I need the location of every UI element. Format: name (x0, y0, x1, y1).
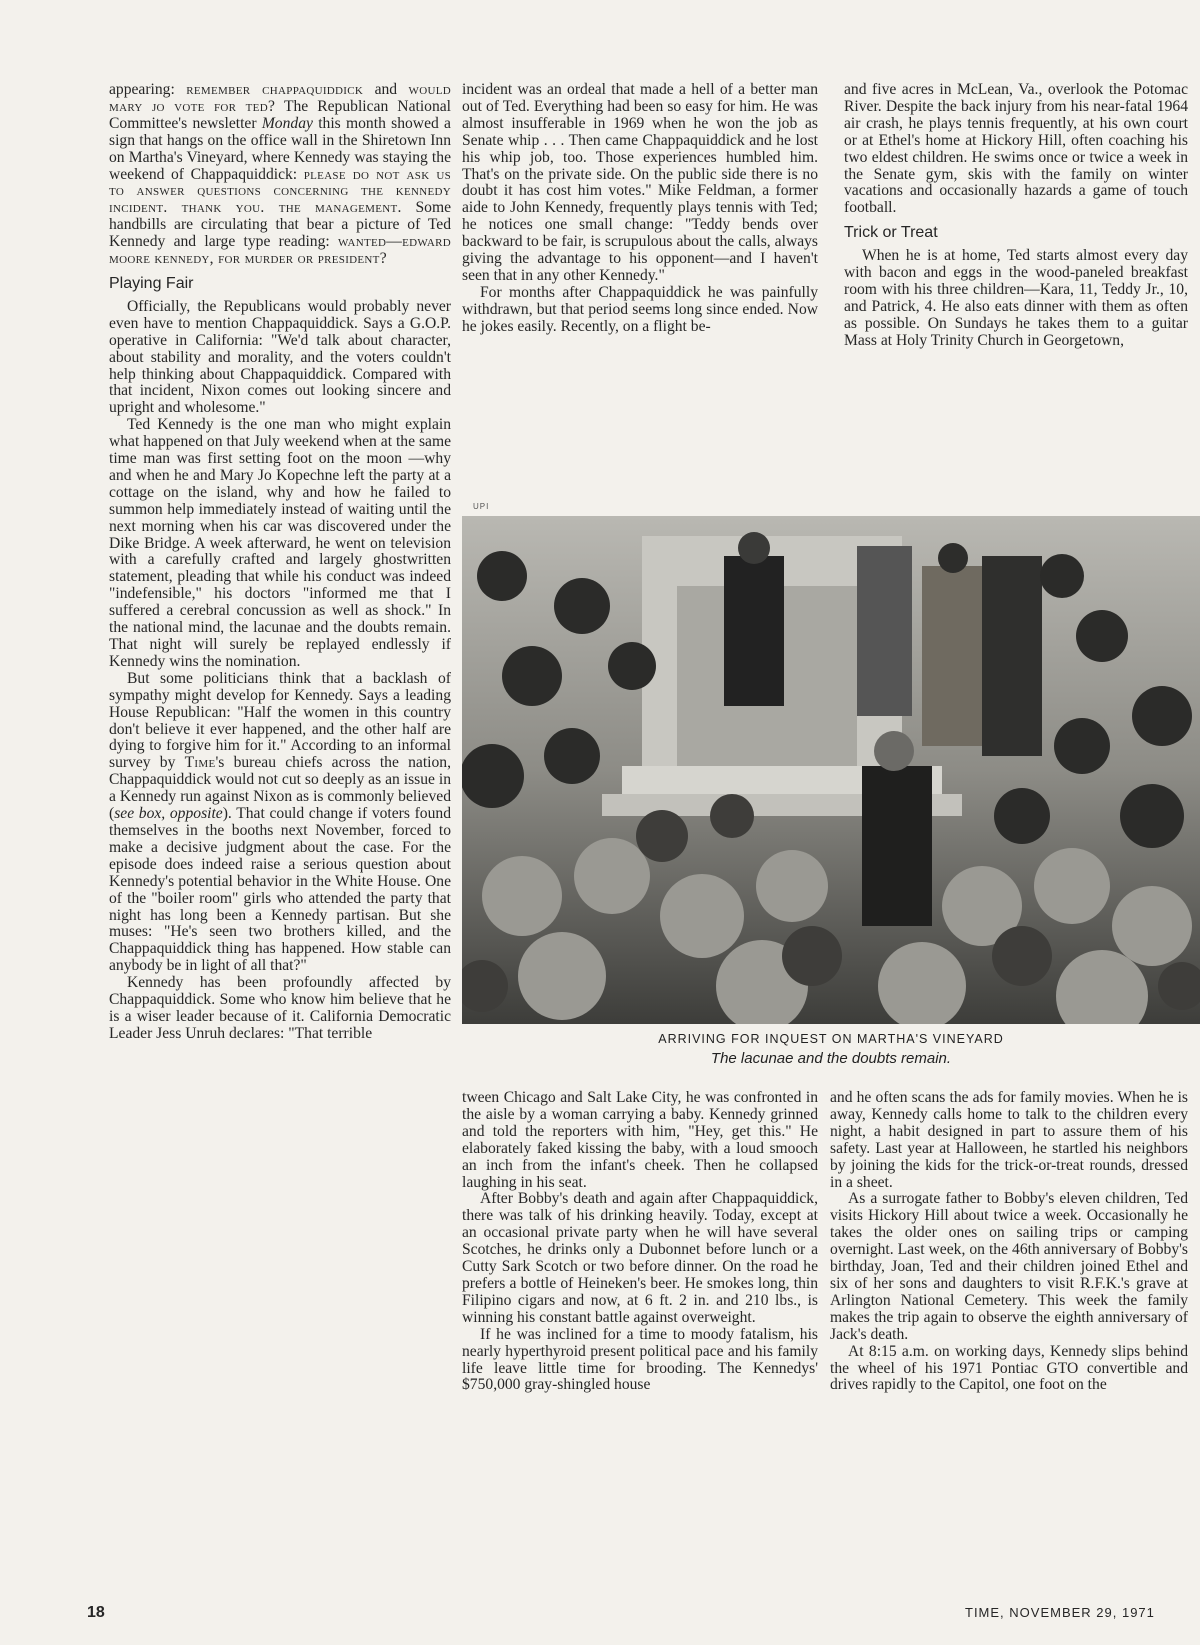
paragraph: appearing: remember chappaquiddick and would mary jo vote for ted? The Republican National Committee's newsletter Monday this month showed a sign that hangs on the office wall in the Shiretown Inn on Martha's Vineyard, where Kennedy was staying the weekend of Chappaquiddick: please do not ask us to answer questions concerning the kennedy incident. thank you. the management. Some handbills are circulating that bear a picture of Ted Kennedy and large type reading: wanted—edward moore kennedy, for murder or president? (109, 81, 452, 268)
paragraph: For months after Chappaquiddick he was painfully withdrawn, but that period seems long since ended. Now he jokes easily. Recently, on a flight be- (462, 283, 818, 335)
article-column-2 (462, 82, 818, 336)
paragraph: and five acres in McLean, Va., overlook the Potomac River. Despite the back injury from his near-fatal 1964 air crash, he plays tennis frequently, at his own court or at Ethel's home at Hickory Hill, often coaching his two eldest children. He swims once or twice a week in the Senate gym, skis with the family on winter vacations and occasionally hazards a game of touch football. (844, 81, 1188, 217)
paragraph: and he often scans the ads for family movies. When he is away, Kennedy calls home to talk to the children every night, a habit designed in part to assure them of his safety. Last year at Halloween, he startled his neighbors by joining the kids for the trick-or-treat rounds, dressed in a sheet. (830, 1089, 1188, 1191)
article-column-1 (109, 82, 451, 1043)
news-photo (462, 516, 1200, 1024)
paragraph: As a surrogate father to Bobby's eleven children, Ted visits Hickory Hill about twice a week. Occasionally he takes the older ones on sailing trips or camping overnight. Last week, on the 46th anniversary of Bobby's birthday, Joan, Ted and their children joined Ethel and six of her sons and daughters to visit R.F.K.'s grave at Arlington National Cemetery. This week the family makes the trip again to observe the eighth anniversary of Jack's death. (830, 1190, 1188, 1343)
article-column-5 (830, 1090, 1188, 1394)
article-column-4 (462, 1090, 818, 1394)
paragraph: But some politicians think that a backlash of sympathy might develop for Kennedy. Says a leading House Republican: "Half the women in this country don't believe it ever happened, and the other half are dying to forgive him for it." According to an informal survey by Time's bureau chiefs across the nation, Chappaquiddick would not cut so deeply as an issue in a Kennedy run against Nixon as is commonly believed (see box, opposite). That could change if voters found themselves in the booths next November, forced to make a decisive judgment about the case. For the episode does indeed raise a serious question about Kennedy's potential behavior in the White House. One of the "boiler room" girls who attended the party that night has long been a Kennedy partisan. But she muses: "He's seen two brothers killed, and the Chappaquiddick thing has happened. How stable can anybody be in light of all that?" (109, 669, 451, 975)
page-number: 18 (87, 1604, 105, 1621)
photo-caption-title: ARRIVING FOR INQUEST ON MARTHA'S VINEYARD (658, 1032, 1004, 1046)
photo-image (462, 516, 1200, 1024)
section-heading: Trick or Treat (844, 224, 938, 242)
paragraph: Kennedy has been profoundly affected by Chappaquiddick. Some who know him believe that he is a wiser leader because of it. California Democratic Leader Jess Unruh declares: "That terrible (109, 974, 451, 1042)
issue-footer: TIME, NOVEMBER 29, 1971 (965, 1605, 1155, 1620)
paragraph: Officially, the Republicans would probably never even have to mention Chappaquiddick. Says a G.O.P. operative in California: "We'd talk about character, about stability and morality, and the voters couldn't help thinking about Chappaquiddick. Compared with that incident, Nixon comes out looking sincere and upright and wholesome." (109, 297, 451, 417)
paragraph: When he is at home, Ted starts almost every day with bacon and eggs in the wood-paneled breakfast room with his three children—Kara, 11, Teddy Jr., 10, and Patrick, 4. He also eats dinner with them as often as possible. On Sundays he takes them to a guitar Mass at Holy Trinity Church in Georgetown, (844, 247, 1188, 349)
article-column-3 (844, 82, 1188, 350)
paragraph: tween Chicago and Salt Lake City, he was confronted in the aisle by a woman carrying a baby. Kennedy grinned and told the reporters with him, "Hey, get this." He elaborately faked kissing the baby, with a loud smooch an inch from the infant's cheek. Then he collapsed laughing in his seat. (462, 1089, 818, 1191)
paragraph: incident was an ordeal that made a hell of a better man out of Ted. Everything had been so easy for him. He was almost insufferable in 1969 when he won the job as Senate whip . . . Then came Chappaquiddick and he lost his whip job, too. Those experiences humbled him. That's on the private side. On the public side there is no doubt it has cost him votes." Mike Feldman, a former aide to John Kennedy, frequently plays tennis with Ted; he notices one small change: "Teddy bends over backward to be fair, is scrupulous about the calls, always giving the advantage to his opponent—and I haven't seen that in any other Kennedy." (462, 81, 818, 284)
paragraph: Ted Kennedy is the one man who might explain what happened on that July weekend when at the same time man was first setting foot on the moon —why and when he and Mary Jo Kopechne left the party at a cottage on the island, why and how he failed to summon help immediately instead of waiting until the next morning when his car was discovered under the Dike Bridge. A week afterward, he went on television with a carefully crafted and largely ghostwritten statement, pleading that while his conduct was indeed "indefensible," his doctors "informed me that I suffered a cerebral concussion as well as shock." In the national mind, the lacunae and the doubts remain. That night will surely be replayed endlessly if Kennedy wins the nomination. (109, 416, 451, 670)
photo-credit: UPI (473, 502, 490, 511)
paragraph: After Bobby's death and again after Chappaquiddick, there was talk of his drinking heavily. Today, except at an occasional private party when he will have several Scotches, he drinks only a Dubonnet before lunch or a Cutty Sark Scotch or two before dinner. On the road he prefers a bottle of Heineken's beer. He smokes long, thin Filipino cigars and now, at 6 ft. 2 in. and 210 lbs., is winning his constant battle against overweight. (462, 1190, 818, 1326)
photo-caption-subtitle: The lacunae and the doubts remain. (710, 1050, 952, 1067)
paragraph: If he was inclined for a time to moody fatalism, his nearly hyperthyroid present political pace and his family life leave little time for brooding. The Kennedys' $750,000 gray-shingled house (462, 1325, 818, 1394)
section-heading: Playing Fair (109, 274, 194, 292)
paragraph: At 8:15 a.m. on working days, Kennedy slips behind the wheel of his 1971 Pontiac GTO convertible and drives rapidly to the Capitol, one foot on the (830, 1342, 1188, 1394)
